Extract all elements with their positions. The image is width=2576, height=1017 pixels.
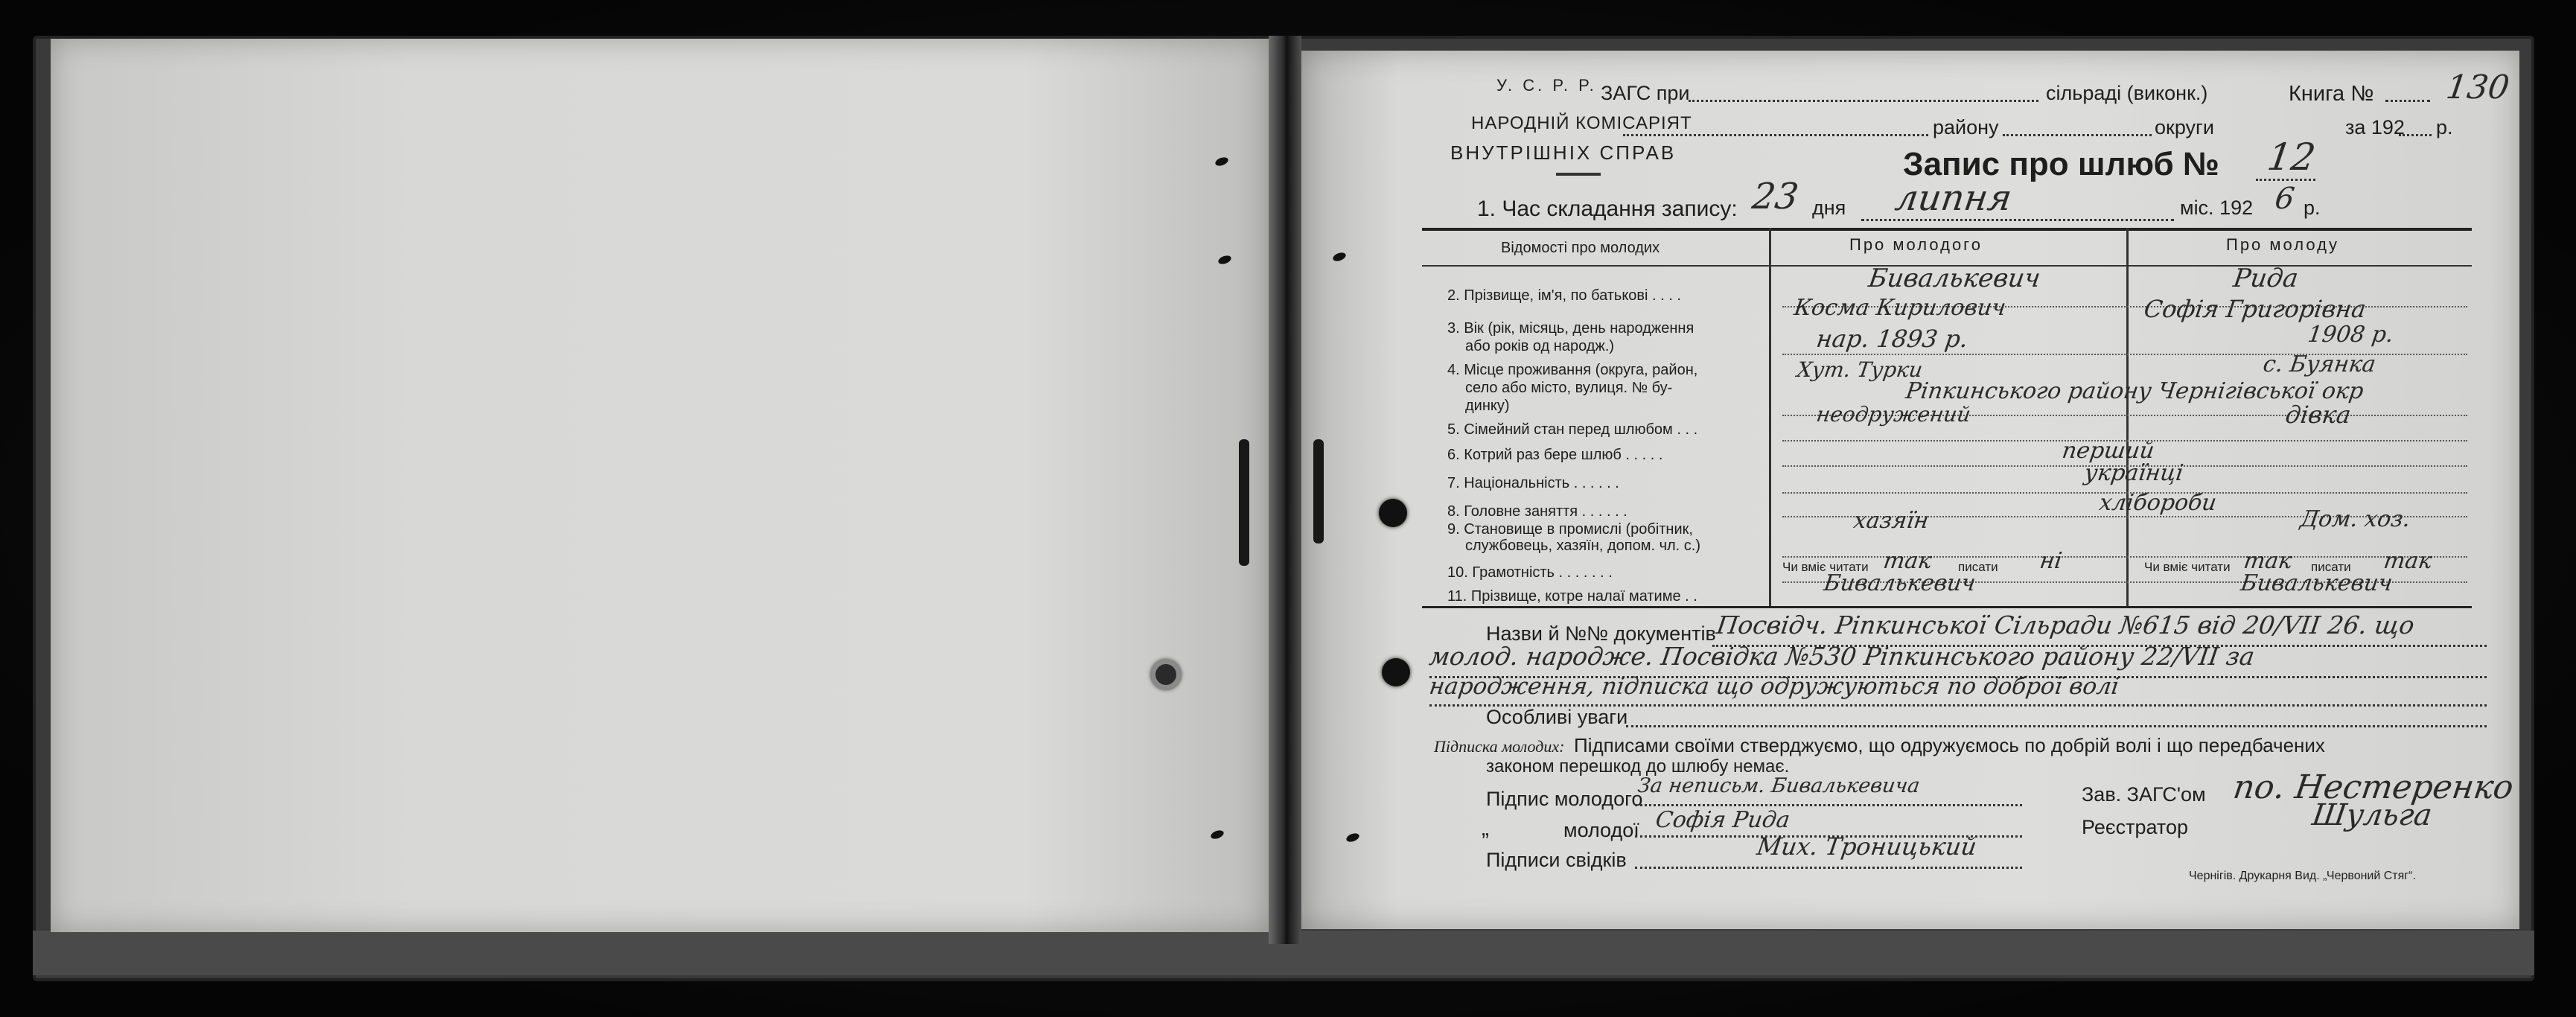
table-top-rule bbox=[1422, 228, 2472, 231]
month-blank bbox=[1861, 219, 2174, 221]
special-label: Особливі уваги bbox=[1486, 706, 1628, 728]
row-label: 8. Головне заняття . . . . . . bbox=[1447, 503, 1627, 520]
republic-label: У. С. Р. Р. bbox=[1496, 76, 1597, 95]
col-groom-header: Про молодого bbox=[1849, 235, 1983, 254]
bride-residence1: с. Буянка bbox=[2261, 351, 2378, 377]
record-mis: міс. 192 bbox=[2180, 197, 2254, 219]
kniga-blank bbox=[2385, 100, 2430, 102]
rayon-blank bbox=[1623, 134, 1928, 136]
documents-label: Назви й №№ документів bbox=[1486, 622, 1716, 645]
za-year-label: за 192 bbox=[2345, 116, 2405, 138]
row-label: 11. Прізвище, котре налаї матиме . . bbox=[1447, 588, 1697, 605]
row-label: 4. Місце проживання (округа, район, bbox=[1447, 362, 1698, 378]
col-bride-header: Про молоду bbox=[2226, 235, 2339, 254]
witness-signature-blank bbox=[1635, 867, 2022, 869]
row-label: 6. Котрий раз бере шлюб . . . . . bbox=[1447, 447, 1663, 463]
bride-new-surname: Бивалькевич bbox=[2239, 570, 2394, 596]
groom-literacy-write-label: писати bbox=[1958, 560, 1998, 574]
bride-write: так bbox=[2382, 548, 2434, 574]
binding-thread bbox=[1313, 439, 1324, 543]
groom-surname: Бивалькевич bbox=[1866, 264, 2043, 293]
punch-hole bbox=[1151, 660, 1181, 689]
documents-line2: молод. народже. Посвідка №530 Ріпкинського району 22/VII за bbox=[1427, 642, 2257, 671]
row-label: 7. Національність . . . . . . bbox=[1447, 475, 1619, 491]
record-r: р. bbox=[2304, 197, 2321, 219]
record-year-digit: 6 bbox=[2272, 182, 2297, 216]
groom-nationality: українці bbox=[2082, 460, 2185, 486]
record-time-label: 1. Час складання запису: bbox=[1477, 197, 1738, 221]
punch-hole bbox=[1379, 499, 1407, 527]
okrugi-blank bbox=[2003, 134, 2152, 136]
bride-literacy-write-label: писати bbox=[2311, 560, 2351, 574]
kniga-label: Книга № bbox=[2289, 82, 2374, 106]
zags-head-label: Зав. ЗАГС'ом bbox=[2082, 783, 2206, 806]
record-number-blank bbox=[2256, 179, 2315, 181]
groom-write: ні bbox=[2038, 548, 2064, 574]
table-bottom-rule bbox=[1422, 606, 2472, 608]
row-label: динку) bbox=[1465, 398, 1510, 414]
documents-line1: Посвідч. Ріпкинської Сільради №615 від 20/VII 26. що bbox=[1715, 610, 2417, 640]
table-col-divider bbox=[2126, 228, 2129, 608]
printer-imprint: Чернігів. Друкарня Вид. „Червоний Стяг“. bbox=[2189, 870, 2416, 882]
okrugi-label: округи bbox=[2155, 116, 2214, 138]
zags-pri-label: ЗАГС при bbox=[1601, 82, 1690, 104]
za-year-r: р. bbox=[2436, 116, 2453, 138]
bride-signature: Софія Рида bbox=[1654, 807, 1792, 833]
groom-birth: нар. 1893 р. bbox=[1814, 325, 1970, 353]
row-label: село або місто, вулиця. № бу- bbox=[1465, 380, 1673, 396]
bride-status: Дом. хоз. bbox=[2298, 506, 2412, 532]
bride-marital: дівка bbox=[2283, 401, 2353, 429]
rayonu-label: району bbox=[1933, 116, 1999, 138]
groom-literacy-read-label: Чи вміє читати bbox=[1782, 560, 1869, 574]
bride-name: Софія Григорівна bbox=[2142, 295, 2368, 323]
groom-new-surname: Бивалькевич bbox=[1822, 570, 1977, 596]
groom-read: так bbox=[1881, 548, 1933, 574]
zags-head-signature: по. Нестеренко bbox=[2231, 768, 2516, 806]
commissariat-line1: НАРОДНІЙ КОМІСАРІЯТ bbox=[1471, 113, 1692, 133]
groom-times: перший bbox=[2060, 438, 2156, 464]
groom-marital: неодружений bbox=[1814, 402, 1973, 427]
registrar-label: Реєстратор bbox=[2082, 816, 2189, 838]
header-divider bbox=[1556, 173, 1601, 176]
bride-surname: Рида bbox=[2231, 264, 2301, 293]
groom-signature: За неписьм. Бивалькевича bbox=[1636, 774, 1922, 797]
zags-pri-blank bbox=[1689, 100, 2038, 102]
bride-signature-label: молодої bbox=[1563, 819, 1639, 841]
groom-signature-blank bbox=[1635, 804, 2022, 806]
groom-occupation: хлібороби bbox=[2097, 490, 2219, 516]
bride-signature-prefix: „ bbox=[1482, 816, 1489, 841]
silradi-label: сільраді (виконк.) bbox=[2046, 82, 2208, 104]
groom-status: хазяїн bbox=[1852, 508, 1931, 534]
row-label: або років од народж.) bbox=[1465, 338, 1615, 354]
documents-line3: народження, підписка що одружуються по доброї волі bbox=[1427, 673, 2121, 700]
signature-note-text2: законом перешкод до шлюбу немає. bbox=[1486, 756, 1790, 777]
record-dnya: дня bbox=[1812, 197, 1846, 219]
za-year-blank bbox=[2399, 134, 2432, 136]
col-info-header: Відомості про молодих bbox=[1501, 240, 1660, 256]
kniga-number: 130 bbox=[2443, 68, 2512, 106]
groom-residence1: Хут. Турки bbox=[1795, 357, 1925, 382]
signature-note-prefix: Підписка молодих: bbox=[1434, 737, 1565, 756]
witness-signature: Мих. Троницький bbox=[1755, 832, 1979, 861]
row-label: 2. Прізвище, ім'я, по батькові . . . . bbox=[1447, 287, 1681, 304]
record-month: липня bbox=[1893, 177, 2015, 219]
bride-literacy-read-label: Чи вміє читати bbox=[2144, 560, 2231, 574]
bride-birth: 1908 р. bbox=[2306, 322, 2396, 348]
commissariat-line2: ВНУТРІШНІХ СПРАВ bbox=[1450, 141, 1677, 164]
witness-signature-label: Підписи свідків bbox=[1486, 849, 1627, 871]
row-label: 9. Становище в промислі (робітник, bbox=[1447, 521, 1693, 538]
groom-name: Косма Кирилович bbox=[1792, 295, 2008, 321]
row-label: 5. Сімейний стан перед шлюбом . . . bbox=[1447, 421, 1698, 438]
record-number: 12 bbox=[2264, 136, 2318, 179]
book-gutter bbox=[1269, 36, 1301, 944]
row-label: 10. Грамотність . . . . . . . bbox=[1447, 564, 1613, 581]
binding-thread bbox=[1239, 439, 1249, 566]
table-col-divider bbox=[1769, 228, 1771, 608]
groom-residence2: Ріпкинського району Чернігівської окр bbox=[1904, 378, 2365, 404]
groom-signature-label: Підпис молодого bbox=[1486, 788, 1643, 810]
signature-note-text1: Підписами своїми стверджуємо, що одружуємось по добрій волі і що передбачених bbox=[1574, 734, 2325, 756]
row-label: службовець, хазяїн, допом. чл. с.) bbox=[1465, 538, 1701, 554]
record-title: Запис про шлюб № bbox=[1903, 146, 2219, 182]
punch-hole bbox=[1382, 658, 1410, 686]
record-day: 23 bbox=[1750, 176, 1802, 217]
registrar-signature: Шульга bbox=[2309, 798, 2435, 832]
bride-read: так bbox=[2242, 548, 2294, 574]
left-page bbox=[51, 39, 1269, 932]
row-label: 3. Вік (рік, місяць, день народження bbox=[1447, 320, 1695, 337]
special-blank bbox=[1626, 725, 2487, 727]
